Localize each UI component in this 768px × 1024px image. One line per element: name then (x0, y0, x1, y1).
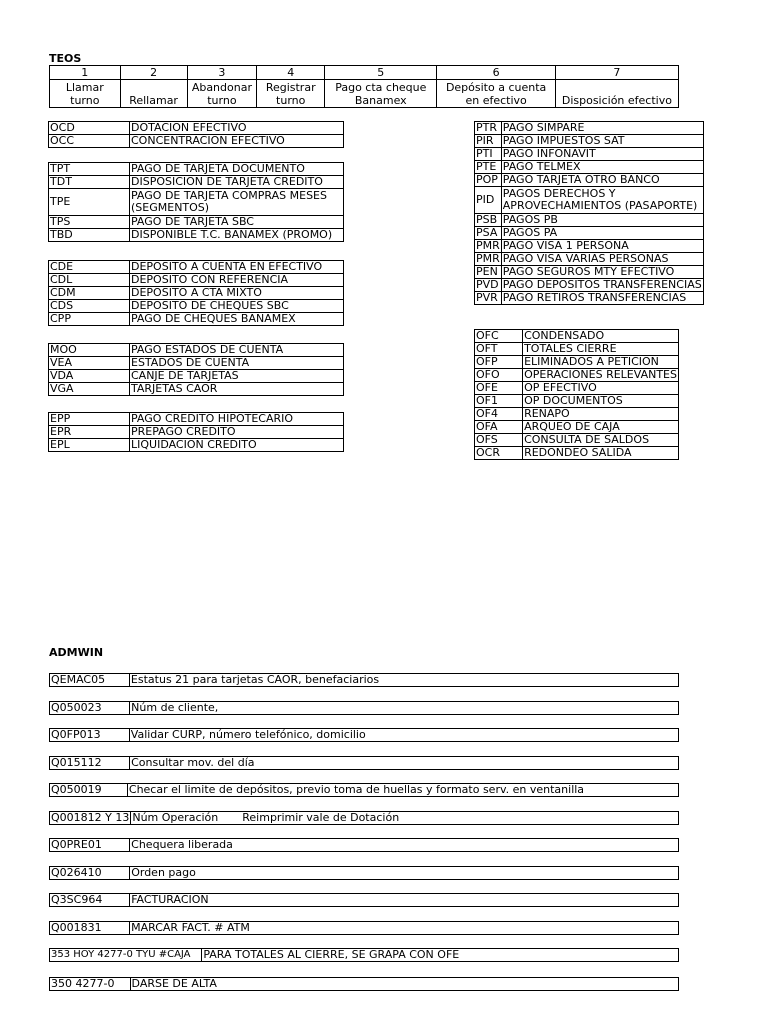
admwin-row (49, 756, 679, 770)
code-row (475, 292, 704, 305)
description-cell: MARCAR FACT. # ATM (130, 922, 679, 935)
admwin-row (49, 921, 679, 935)
code-cell: CPP (49, 313, 130, 326)
description-cell: Chequera liberada (130, 839, 679, 852)
description-cell: CONSULTA DE SALDOS (523, 434, 679, 447)
code-cell: Q050023 (50, 702, 130, 715)
header-number: 4 (257, 66, 325, 80)
code-cell: EPR (49, 426, 130, 439)
operation-number-text: Núm Operación (132, 811, 219, 824)
code-row (475, 187, 704, 214)
code-row (49, 383, 344, 396)
code-row (49, 189, 344, 216)
code-row (49, 122, 344, 135)
description-cell: DISPONIBLE T.C. BANAMEX (PROMO) (130, 229, 344, 242)
description-cell: ESTADOS DE CUENTA (130, 357, 344, 370)
admwin-row (49, 701, 679, 715)
code-cell: PTE (475, 161, 502, 174)
description-cell (131, 812, 679, 825)
code-cell: PMR (476, 252, 500, 265)
code-cell: PVR (475, 292, 502, 305)
description-cell: PAGO SIMPARE (501, 122, 703, 135)
description-cell: DOTACION EFECTIVO (130, 122, 344, 135)
header-number: 6 (437, 66, 555, 80)
code-cell: CDE (49, 261, 130, 274)
header-label: Abandonar turno (187, 80, 257, 108)
description-cell: PAGO DEPOSITOS TRANSFERENCIAS (502, 278, 702, 291)
right-group-1 (474, 329, 679, 460)
code-cell: 350 4277-0 (50, 978, 131, 991)
header-number: 1 (50, 66, 121, 80)
description-cell: OPERACIONES RELEVANTES (524, 368, 677, 381)
code-cell: OCD (49, 122, 130, 135)
code-cell: TPE (49, 189, 130, 216)
header-label: Rellamar (120, 80, 187, 108)
description-cell: FACTURACION (130, 894, 679, 907)
description-cell: TOTALES CIERRE (523, 343, 679, 356)
header-number: 7 (555, 66, 678, 80)
description-cell: CONCENTRACION EFECTIVO (130, 135, 344, 148)
code-cell: Q0FP013 (50, 729, 130, 742)
description-cell: PAGOS DERECHOS Y APROVECHAMIENTOS (PASAPORTE) (501, 187, 703, 214)
admwin-row (49, 838, 679, 852)
code-cell: OFT (475, 343, 523, 356)
header-number: 5 (325, 66, 437, 80)
description-cell: CANJE DE TARJETAS (130, 370, 344, 383)
code-row (49, 357, 344, 370)
code-row (49, 370, 344, 383)
code-row (475, 421, 679, 434)
description-cell: PAGO VISA 1 PERSONA (501, 240, 703, 253)
code-row (475, 343, 679, 356)
code-cell: OFA (475, 421, 523, 434)
header-number: 3 (187, 66, 257, 80)
description-cell: CONDENSADO (523, 330, 679, 343)
code-row (49, 439, 344, 452)
description-cell: PAGO TELMEX (501, 161, 703, 174)
teos-shortcut-table (49, 65, 679, 108)
code-row (475, 148, 704, 161)
description-cell: Validar CURP, número telefónico, domicilio (129, 729, 678, 742)
code-row (475, 434, 679, 447)
code-cell: OFC (475, 330, 523, 343)
description-cell: REDONDEO SALIDA (523, 447, 679, 460)
code-cell: OFE (475, 382, 523, 395)
code-cell: QEMAC05 (50, 674, 130, 687)
code-cell: OCR (475, 447, 523, 460)
code-cell: CDL (49, 274, 130, 287)
admwin-row (49, 811, 679, 825)
code-cell: EPL (49, 439, 130, 452)
description-cell: DARSE DE ALTA (130, 978, 678, 991)
code-cell: Q001812 Y 13 (51, 811, 130, 824)
code-row (49, 176, 344, 189)
code-row (49, 163, 344, 176)
code-row (49, 135, 344, 148)
code-row (49, 413, 344, 426)
description-cell: PAGOS PA (501, 227, 703, 240)
description-cell: PAGO IMPUESTOS SAT (501, 135, 703, 148)
description-cell: DISPOSICION DE TARJETA CREDITO (130, 176, 344, 189)
header-label: Llamar turno (50, 80, 121, 108)
code-row (475, 122, 704, 135)
admwin-row (49, 673, 679, 687)
code-cell: VGA (49, 383, 130, 396)
code-row (49, 261, 344, 274)
description-cell: Orden pago (130, 867, 679, 880)
reprint-voucher-text: Reimprimir vale de Dotación (242, 811, 400, 824)
description-cell: PAGO ESTADOS DE CUENTA (130, 344, 344, 357)
description-cell: PAGO VISA VARIAS PERSONAS (501, 253, 703, 266)
code-row (475, 408, 679, 421)
code-cell: PIR (475, 135, 502, 148)
description-cell: Checar el limite de depósitos, previo toma de huellas y formato serv. en ventanilla (127, 784, 678, 797)
admwin-row (49, 977, 679, 991)
code-cell: 353 HOY 4277-0 TYU #CAJA (50, 949, 202, 962)
description-cell: DEPOSITO DE CHEQUES SBC (130, 300, 344, 313)
description-cell: PAGO DE CHEQUES BANAMEX (130, 313, 344, 326)
code-row (475, 253, 704, 266)
description-cell: ELIMINADOS A PETICION (523, 356, 679, 369)
code-row (475, 369, 679, 382)
code-cell: PVD (475, 279, 502, 292)
code-row (475, 240, 704, 253)
header-label: Pago cta cheque Banamex (325, 80, 437, 108)
code-cell: Q015112 (50, 757, 130, 770)
admwin-row (49, 866, 679, 880)
code-cell: OFO (475, 369, 523, 382)
admwin-row (49, 783, 679, 797)
header-label: Disposición efectivo (555, 80, 678, 108)
header-label: Depósito a cuenta en efectivo (437, 80, 555, 108)
admwin-row (49, 893, 679, 907)
description-cell: PAGO DE TARJETA SBC (130, 216, 344, 229)
code-cell: OF1 (475, 395, 523, 408)
left-group-1 (48, 162, 344, 242)
code-cell: Q026410 (50, 867, 130, 880)
code-cell: PTR (475, 122, 502, 135)
code-cell: CDS (49, 300, 130, 313)
description-cell: LIQUIDACION CREDITO (130, 439, 344, 452)
code-row (49, 426, 344, 439)
description-cell: RENAPO (523, 408, 679, 421)
code-cell: OFS (475, 434, 523, 447)
code-row (49, 216, 344, 229)
code-cell: PTI (475, 148, 502, 161)
code-cell: VEA (49, 357, 130, 370)
description-cell: PAGOS PB (501, 214, 703, 227)
code-row (49, 287, 344, 300)
description-cell: PAGO INFONAVIT (501, 148, 703, 161)
code-cell: PSA (475, 227, 502, 240)
description-cell: PAGO RETIROS TRANSFERENCIAS (501, 292, 703, 305)
code-cell: OCC (49, 135, 130, 148)
code-cell: PEN (475, 266, 502, 279)
description-cell: Consultar mov. del día (130, 757, 679, 770)
description-cell: Estatus 21 para tarjetas CAOR, benefaciarios (129, 674, 678, 687)
header-label: Registrar turno (257, 80, 325, 108)
description-cell: PAGO SEGUROS MTY EFECTIVO (501, 266, 703, 279)
code-cell: POP (475, 174, 502, 187)
code-cell: PMR (476, 239, 500, 252)
description-cell: Núm de cliente, (130, 702, 679, 715)
code-row (475, 214, 704, 227)
admwin-title: ADMWIN (49, 646, 104, 659)
description-cell: ARQUEO DE CAJA (523, 421, 679, 434)
code-cell: Q001831 (50, 922, 130, 935)
code-cell: Q3SC964 (50, 894, 130, 907)
description-cell: PAGO TARJETA OTRO BANCO (501, 174, 703, 187)
left-group-4 (48, 412, 344, 452)
code-row (475, 382, 679, 395)
code-row (475, 447, 679, 460)
code-row (475, 161, 704, 174)
description-cell: TARJETAS CAOR (130, 383, 344, 396)
code-cell: Q0PRE01 (50, 839, 130, 852)
left-group-3 (48, 343, 344, 396)
admwin-row (49, 728, 679, 742)
code-cell: TBD (49, 229, 130, 242)
code-cell: Q050019 (50, 784, 128, 797)
code-row (475, 266, 704, 279)
left-group-0 (48, 121, 344, 148)
code-row (49, 274, 344, 287)
code-row (475, 279, 704, 292)
code-row (475, 174, 704, 187)
code-row (49, 300, 344, 313)
code-row (475, 356, 679, 369)
code-row (475, 227, 704, 240)
description-cell: PREPAGO CREDITO (130, 426, 344, 439)
code-row (475, 395, 679, 408)
code-row (49, 344, 344, 357)
teos-title: TEOS (49, 52, 82, 65)
code-cell: VDA (49, 370, 130, 383)
description-cell: PAGO DE TARJETA DOCUMENTO (130, 163, 344, 176)
admwin-row (49, 948, 679, 962)
header-number: 2 (120, 66, 187, 80)
code-cell: EPP (49, 413, 130, 426)
code-row (49, 313, 344, 326)
description-cell: DEPOSITO CON REFERENCIA (130, 274, 344, 287)
code-cell: TDT (49, 176, 130, 189)
description-cell: DEPOSITO A CTA MIXTO (130, 287, 344, 300)
code-cell: OF4 (475, 408, 523, 421)
code-cell: MOO (49, 344, 130, 357)
description-cell: PARA TOTALES AL CIERRE, SE GRAPA CON OFE (202, 949, 679, 962)
description-cell: DEPOSITO A CUENTA EN EFECTIVO (130, 261, 344, 274)
right-group-0 (474, 121, 704, 305)
code-cell: OFP (475, 356, 523, 369)
code-cell: CDM (49, 287, 130, 300)
code-cell: PSB (475, 214, 502, 227)
code-row (475, 135, 704, 148)
description-cell: OP DOCUMENTOS (523, 395, 679, 408)
description-cell: PAGO DE TARJETA COMPRAS MESES (SEGMENTOS) (130, 189, 344, 216)
code-row (475, 330, 679, 343)
description-cell: PAGO CREDITO HIPOTECARIO (130, 413, 344, 426)
code-cell: PID (475, 187, 502, 214)
left-group-2 (48, 260, 344, 326)
code-row (49, 229, 344, 242)
code-cell: TPT (49, 163, 130, 176)
description-cell: OP EFECTIVO (523, 382, 679, 395)
code-cell: TPS (49, 216, 130, 229)
